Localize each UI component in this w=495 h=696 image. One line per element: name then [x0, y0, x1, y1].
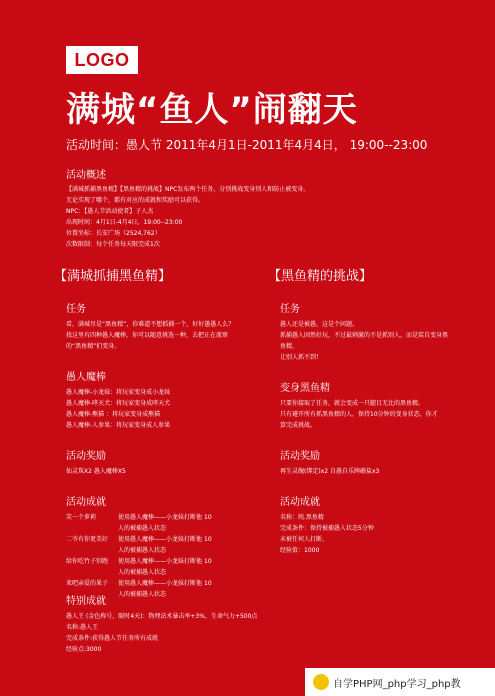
right-column [268, 265, 449, 572]
achievement-score: 10 [204, 580, 212, 587]
task-line: 抓捕愚人固然好玩，不过最刺激的不是抓别人，而是装自变身黑鱼精， [280, 332, 449, 350]
section-heading: 活动奖励 [66, 451, 106, 462]
right-achievement-section [268, 493, 443, 556]
achievement-row [66, 534, 229, 556]
transform-line: 只有避开所有抓黑鱼精的人，保持10分钟的变身状态，你才算完成挑战。 [280, 411, 438, 429]
task-line: 找这里有四种愚人魔棒，你可以随意挑选一种，去把正在流窜的“黑鱼精”们变身。 [66, 332, 229, 350]
logo: LOGO [66, 46, 138, 74]
wand-line: 愚人魔棒-小龙妹：将玩家变身成小龙妹 [66, 389, 171, 396]
overview-line: 无论实现了哪个，都有对应的成就和奖励可以获得。 [66, 197, 205, 204]
overview-line: 位置坐标：长安广场（2524,762） [66, 230, 161, 237]
watermark-text: 自学PHP网_php学习_php教 [333, 678, 461, 690]
special-heading: 特别成就 [66, 596, 106, 607]
right-task-section [268, 300, 449, 363]
task-line: 让别人抓不到！ [280, 354, 323, 361]
left-column-heading: 【满城抓捕黑鱼精】 [54, 269, 172, 284]
special-line: 经验点:3000 [66, 646, 102, 653]
transform-line: 只要你接取了任务，就会变成一只腿目无比的黑鱼精。 [280, 400, 425, 407]
section-heading: 活动成就 [66, 497, 106, 508]
overview-line: NPC：【愚人节活动使者】子人杰 [66, 208, 154, 215]
page-title: 满城“鱼人”闹翻天 [66, 90, 358, 130]
section-heading: 愚人魔棒 [66, 372, 106, 383]
overview-line: 【满城抓捕黑鱼精】【黑鱼精的挑战】NPC发布两个任务，分别挑战变身别人和防止被变身。 [66, 186, 310, 193]
section-heading: 任务 [280, 304, 300, 315]
overview-line: 次数限制：每个任务每天限完成1次 [66, 241, 160, 248]
achievement-name: 来吧亲爱的果子 [66, 580, 109, 587]
left-achievement-section [54, 493, 229, 600]
left-task-section [54, 300, 235, 352]
achievement-name: 二爷有你更美好 [66, 536, 109, 543]
achievement-line: 未被任何人打断。 [280, 536, 329, 543]
watermark-logo-icon [313, 674, 329, 690]
achievement-row [66, 556, 229, 578]
section-heading: 活动奖励 [280, 451, 320, 462]
task-line: 看，满城尽是“黑鱼精”，你难道不想抓捕一个，好好愚愚人么？ [66, 321, 235, 328]
achievement-task: 使用愚人魔棒——小龙妹打断他人的被捕愚人状态 [118, 514, 203, 532]
left-column [54, 265, 235, 616]
section-heading: 任务 [66, 304, 86, 315]
achievement-name: 给你吃竹子别跑 [66, 558, 109, 565]
right-reward-section [268, 447, 443, 477]
event-period: 活动时间：愚人节 2011年4月1日-2011年4月4日， 19:00--23:00 [66, 138, 428, 152]
transform-section [268, 379, 443, 431]
achievement-score: 10 [204, 514, 212, 521]
wand-line: 愚人魔棒-人参果：将玩家变身成人参果 [66, 422, 171, 429]
wand-line: 愚人魔棒-熊猫 ：将玩家变身成熊猫 [66, 411, 161, 418]
right-column-heading: 【黑鱼精的挑战】 [268, 269, 373, 284]
achievement-task: 使用愚人魔棒——小龙妹打断他人的被捕愚人状态 [118, 536, 203, 554]
wand-line: 愚人魔棒-哮天犬：将玩家变身成哮天犬 [66, 400, 171, 407]
overview-section [66, 166, 446, 250]
achievement-task: 使用愚人魔棒——小龙妹打断他人的被捕愚人状态 [118, 580, 203, 598]
special-line: 完成条件:获得愚人节任务所有成就 [66, 635, 159, 642]
achievement-row [66, 512, 229, 534]
achievement-score: 10 [204, 558, 212, 565]
achievement-score: 10 [204, 536, 212, 543]
overview-line: 出现时间：4月1日-4月4日，19:00--23:00 [66, 219, 183, 226]
task-line: 愚人还是被愚，这是个问题。 [280, 321, 359, 328]
special-achievement-section [66, 592, 257, 655]
achievement-task: 使用愚人魔棒——小龙妹打断他人的被捕愚人状态 [118, 558, 203, 576]
achievement-name: 笑一个萝莉 [66, 514, 97, 521]
overview-heading: 活动概述 [66, 170, 106, 181]
watermark [305, 668, 495, 696]
achievement-line: 完成条件：保持被捕愚人状态5分钟 [280, 525, 374, 532]
achievement-line: 名称：纯.黑鱼精 [280, 514, 324, 521]
wand-section [54, 368, 229, 431]
achievement-line: 经验值：1000 [280, 547, 320, 554]
reward-line: 再生灵魄(绑定)x2 自愚自乐牌礁盐x3 [280, 468, 380, 475]
section-heading: 变身黑鱼精 [280, 383, 330, 394]
section-heading: 活动成就 [280, 497, 320, 508]
special-line: 愚人王 (金色称号，限时4天)：物理法术暴击率+3%，生命气力+500点 [66, 613, 258, 620]
left-reward-section [54, 447, 229, 477]
special-line: 名称:愚人王 [66, 624, 99, 631]
reward-line: 仙灵珠X2 愚人魔棒X5 [66, 468, 126, 475]
